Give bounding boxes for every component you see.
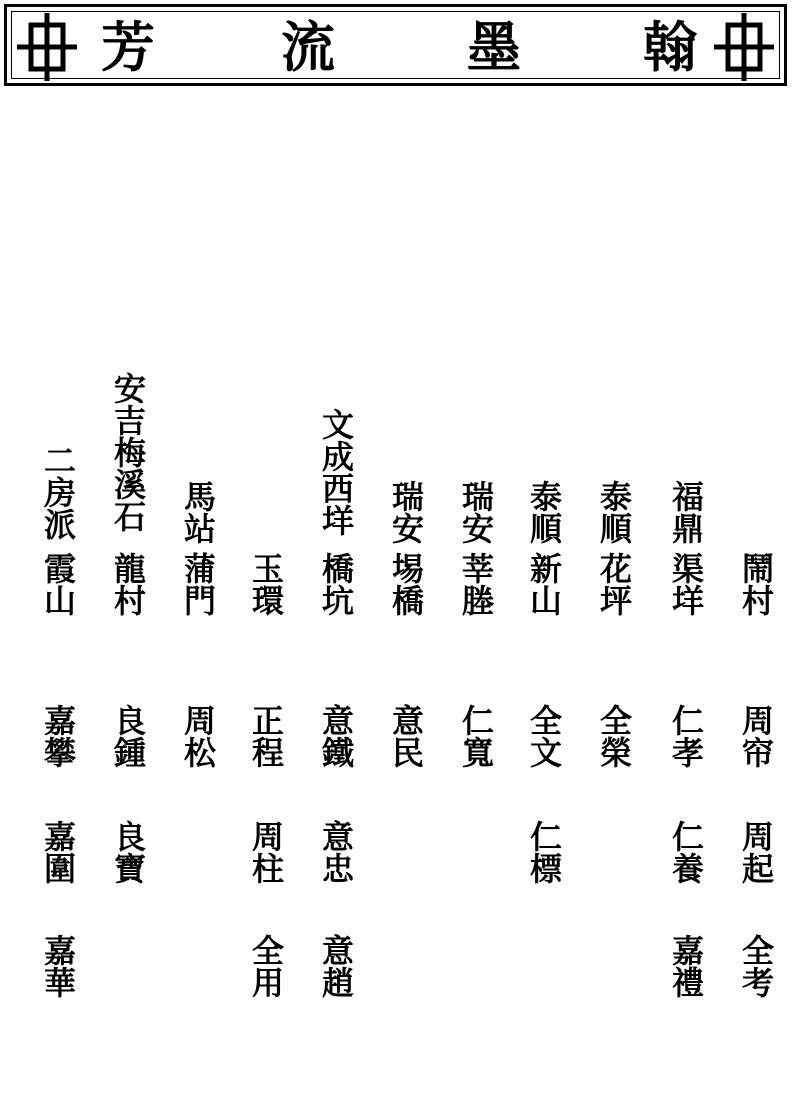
page-header [4, 4, 787, 86]
column-4-name-2: 周柱 [247, 820, 285, 884]
column-10-name-3: 嘉禮 [667, 934, 705, 998]
column-place-3: 蒲門 [179, 552, 217, 616]
title-char-3: 墨 [467, 15, 521, 79]
column-9-name-1: 全榮 [595, 704, 633, 768]
column-11-name-1: 周帘 [737, 704, 775, 768]
column-8-name-2: 仁標 [525, 820, 563, 884]
column-region-3: 馬站 [179, 480, 217, 544]
column-2-name-1: 良鍾 [109, 704, 147, 768]
column-region-9: 泰順 [595, 480, 633, 544]
column-place-7: 莘塍 [457, 552, 495, 616]
column-region-2: 安吉梅溪石 [109, 372, 147, 532]
column-place-9: 花坪 [595, 552, 633, 616]
column-8-name-1: 全文 [525, 704, 563, 768]
column-place-10: 渠垟 [667, 552, 705, 616]
column-5-name-1: 意鐵 [317, 704, 355, 768]
column-4-name-3: 全用 [247, 934, 285, 998]
column-1-name-2: 嘉圍 [39, 820, 77, 884]
column-place-11: 鬧村 [737, 552, 775, 616]
column-11-name-2: 周起 [737, 820, 775, 884]
column-region-6: 瑞安 [387, 480, 425, 544]
column-place-5: 橋坑 [317, 552, 355, 616]
column-region-8: 泰順 [525, 480, 563, 544]
column-region-5: 文成西垟 [317, 408, 355, 536]
column-2-name-2: 良寶 [109, 820, 147, 884]
title-char-1: 芳 [101, 15, 155, 79]
column-5-name-3: 意趙 [317, 934, 355, 998]
column-3-name-1: 周松 [179, 704, 217, 768]
column-place-8: 新山 [525, 552, 563, 616]
column-1-name-1: 嘉攀 [39, 704, 77, 768]
column-10-name-2: 仁養 [667, 820, 705, 884]
column-4-name-1: 正程 [247, 704, 285, 768]
column-region-7: 瑞安 [457, 480, 495, 544]
column-10-name-1: 仁孝 [667, 704, 705, 768]
column-1-name-3: 嘉華 [39, 934, 77, 998]
fret-knot-left-icon [17, 13, 77, 81]
column-11-name-3: 全考 [737, 934, 775, 998]
column-place-1: 霞山 [39, 552, 77, 616]
column-place-4: 玉環 [247, 552, 285, 616]
column-5-name-2: 意忠 [317, 820, 355, 884]
column-place-2: 龍村 [109, 552, 147, 616]
title-char-4: 翰 [643, 15, 697, 79]
column-place-6: 埸橋 [387, 552, 425, 616]
fret-knot-right-icon [714, 13, 774, 81]
column-region-10: 福鼎 [667, 480, 705, 544]
column-6-name-1: 意民 [387, 704, 425, 768]
column-7-name-1: 仁寬 [457, 704, 495, 768]
column-region-1: 二房派 [39, 444, 77, 540]
title-char-2: 流 [281, 15, 335, 79]
